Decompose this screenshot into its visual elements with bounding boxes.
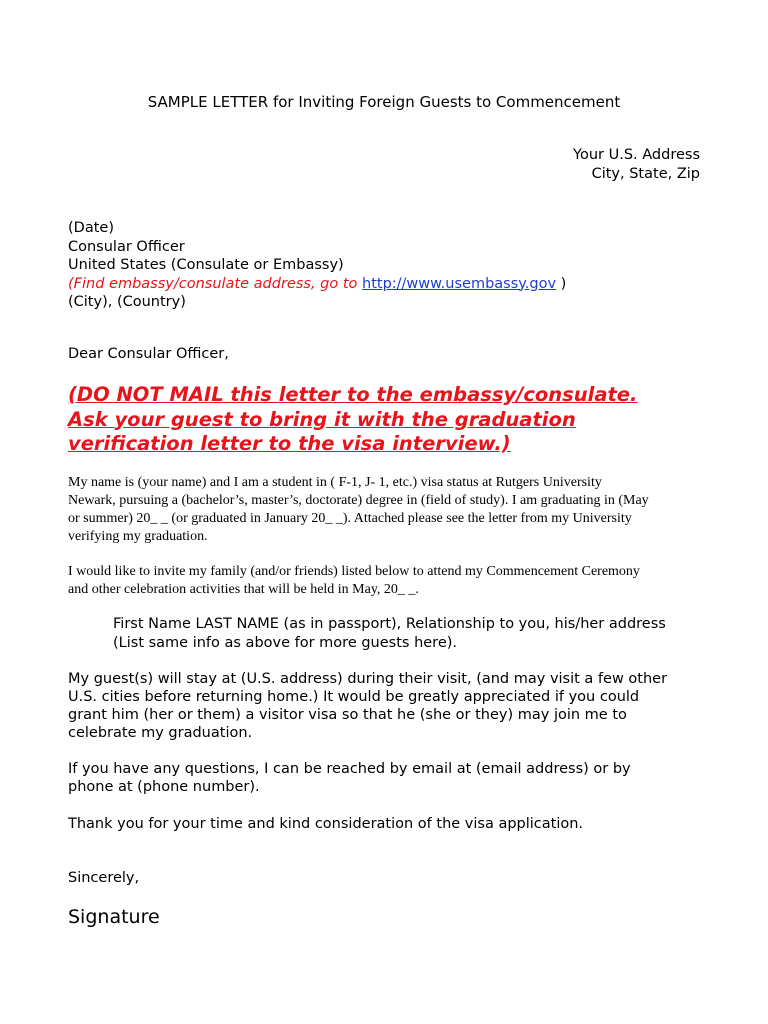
warning-line-2: Ask your guest to bring it with the graduation	[68, 407, 576, 431]
find-address-note	[68, 275, 566, 294]
stay-paragraph	[68, 670, 667, 742]
find-address-note-text: (Find embassy/consulate address, go to	[68, 275, 363, 292]
paragraph-line: and other celebration activities that will be held in May, 20_ _.	[68, 582, 419, 597]
signature: Signature	[68, 906, 160, 928]
embassy-line: United States (Consulate or Embassy)	[68, 257, 344, 273]
paragraph-line: Newark, pursuing a (bachelor’s, master’s, doctorate) degree in (field of study). I am graduating in (May	[68, 493, 649, 508]
paragraph-line: If you have any questions, I can be reached by email at (email address) or by	[68, 761, 631, 777]
paragraph-line: grant him (her or them) a visitor visa so that he (she or they) may join me to	[68, 707, 627, 723]
closing: Sincerely,	[68, 870, 140, 886]
warning-line-3: verification letter to the visa interview.)	[68, 432, 511, 455]
do-not-mail-warning	[68, 383, 637, 457]
date-line: (Date)	[68, 220, 114, 236]
return-address-city: City, State, Zip	[591, 166, 700, 182]
paragraph-line: I would like to invite my family (and/or friends) listed below to attend my Commencement Ceremony	[68, 564, 640, 579]
paragraph-line: or summer) 20_ _ (or graduated in January 20_ _). Attached please see the letter from my University	[68, 511, 632, 526]
contact-paragraph	[68, 760, 631, 796]
paragraph-line: My guest(s) will stay at (U.S. address) during their visit, (and may visit a few other	[68, 671, 668, 687]
paragraph-line: verifying my graduation.	[68, 529, 208, 544]
letter-title: SAMPLE LETTER for Inviting Foreign Guests to Commencement	[147, 93, 621, 111]
return-address	[573, 146, 700, 184]
student-status-paragraph	[68, 474, 649, 546]
invitation-paragraph	[68, 563, 640, 599]
usembassy-link[interactable]: http://www.usembassy.gov	[362, 275, 557, 292]
guest-info-block	[113, 615, 666, 653]
guest-info-line: (List same info as above for more guests here).	[113, 635, 458, 651]
paragraph-line: My name is (your name) and I am a student in ( F-1, J- 1, etc.) visa status at Rutgers University	[68, 475, 602, 490]
salutation: Dear Consular Officer,	[68, 346, 229, 362]
guest-info-line: First Name LAST NAME (as in passport), Relationship to you, his/her address	[113, 616, 666, 632]
paragraph-line: celebrate my graduation.	[68, 725, 253, 741]
return-address-street: Your U.S. Address	[573, 147, 700, 163]
city-country-line: (City), (Country)	[68, 294, 186, 310]
find-address-note-suffix: )	[556, 275, 567, 292]
thank-you-paragraph: Thank you for your time and kind consideration of the visa application.	[68, 816, 584, 832]
officer-line: Consular Officer	[68, 238, 185, 255]
recipient-block	[68, 219, 566, 312]
paragraph-line: U.S. cities before returning home.) It would be greatly appreciated if you could	[68, 689, 640, 705]
warning-line-1: (DO NOT MAIL this letter to the embassy/consulate.	[68, 383, 638, 406]
paragraph-line: phone at (phone number).	[68, 779, 260, 795]
